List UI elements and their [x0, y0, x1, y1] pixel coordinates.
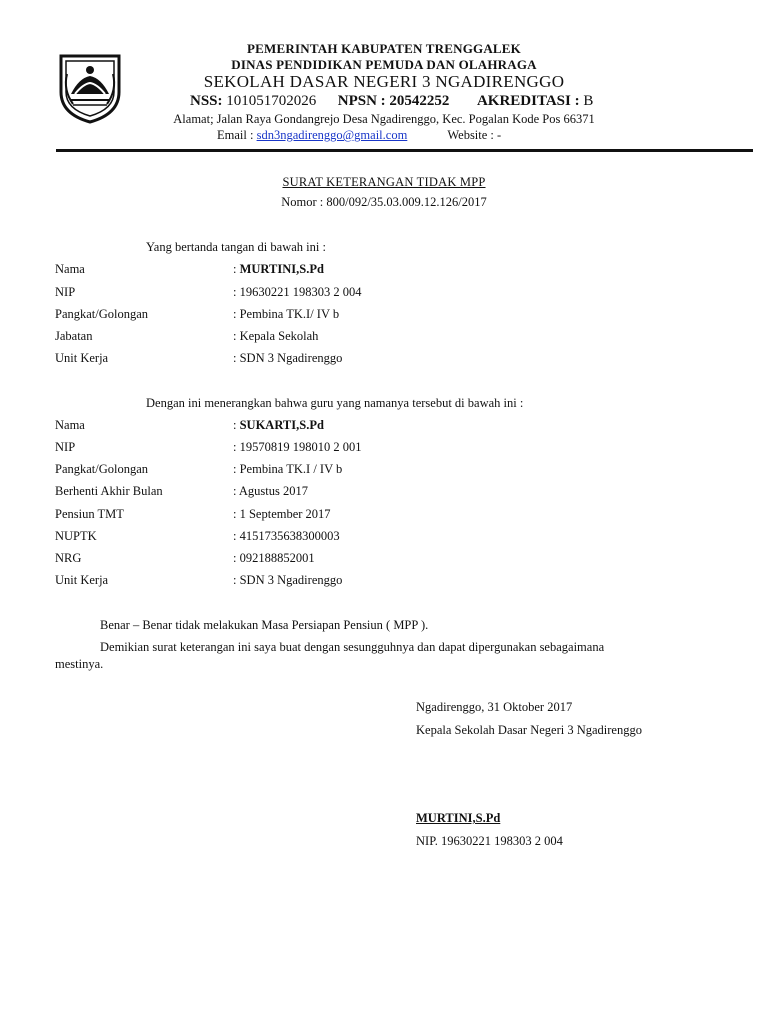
signer-label: Jabatan	[55, 329, 93, 343]
subject-label: NIP	[55, 440, 76, 454]
npsn-label: NPSN : 20542252	[337, 93, 450, 109]
signer-position: Kepala Sekolah Dasar Negeri 3 Ngadirenggo	[416, 723, 642, 737]
signer-name-bold: MURTINI,S.Pd	[239, 262, 324, 276]
akreditasi-label: AKREDITASI :	[476, 93, 580, 109]
email-label: Email :	[217, 128, 254, 142]
akreditasi-value: B	[579, 93, 594, 109]
contact-row	[217, 128, 501, 143]
signer-value: : Kepala Sekolah	[233, 329, 319, 343]
subject-value: : Agustus 2017	[233, 484, 309, 498]
letter-title: SURAT KETERANGAN TIDAK MPP	[282, 175, 486, 189]
subject-label: Nama	[55, 418, 85, 432]
signer-value: : Pembina TK.I/ IV b	[233, 307, 340, 321]
header-identifiers	[190, 93, 593, 110]
signature-name: MURTINI,S.Pd	[416, 811, 501, 825]
subject-label: NRG	[55, 551, 82, 565]
intro-signer: Yang bertanda tangan di bawah ini :	[146, 240, 326, 254]
subject-label: Pangkat/Golongan	[55, 462, 149, 476]
signer-value: : MURTINI,S.Pd	[233, 262, 324, 276]
subject-label: Pensiun TMT	[55, 507, 124, 521]
nss-label: NSS:	[190, 93, 223, 109]
header-government: PEMERINTAH KABUPATEN TRENGGALEK	[247, 41, 521, 56]
subject-value: : 1 September 2017	[233, 507, 331, 521]
subject-value: : 4151735638300003	[233, 529, 340, 543]
website-text: Website : -	[447, 128, 502, 142]
statement-text: Benar – Benar tidak melakukan Masa Persiapan Pensiun ( MPP ).	[100, 618, 429, 632]
email-link[interactable]: sdn3ngadirenggo@gmail.com	[256, 128, 408, 142]
subject-name-bold: SUKARTI,S.Pd	[239, 418, 324, 432]
place-date: Ngadirenggo, 31 Oktober 2017	[416, 700, 573, 714]
header-school-name: SEKOLAH DASAR NEGERI 3 NGADIRENGGO	[203, 72, 565, 91]
subject-value: : Pembina TK.I / IV b	[233, 462, 343, 476]
signature-nip: NIP. 19630221 198303 2 004	[416, 834, 563, 848]
signer-label: Nama	[55, 262, 85, 276]
subject-label: Unit Kerja	[55, 573, 109, 587]
nss-value: 101051702026	[222, 93, 317, 109]
subject-label: NUPTK	[55, 529, 97, 543]
signer-label: Unit Kerja	[55, 351, 109, 365]
subject-value: : SDN 3 Ngadirenggo	[233, 573, 343, 587]
letterhead-divider	[56, 149, 753, 152]
signer-label: NIP	[55, 285, 76, 299]
closing-text: Demikian surat keterangan ini saya buat dengan sesungguhnya dan dapat dipergunakan sebagaimana	[100, 640, 605, 654]
signer-label: Pangkat/Golongan	[55, 307, 149, 321]
signer-value: : 19630221 198303 2 004	[233, 285, 362, 299]
signer-value: : SDN 3 Ngadirenggo	[233, 351, 343, 365]
closing-text-cont: mestinya.	[55, 657, 104, 671]
letter-number: Nomor : 800/092/35.03.009.12.126/2017	[281, 195, 487, 209]
school-address: Alamat; Jalan Raya Gondangrejo Desa Ngadirenggo, Kec. Pogalan Kode Pos 66371	[173, 112, 595, 126]
subject-value: : 092188852001	[233, 551, 315, 565]
header-department: DINAS PENDIDIKAN PEMUDA DAN OLAHRAGA	[231, 57, 537, 72]
intro-subject: Dengan ini menerangkan bahwa guru yang namanya tersebut di bawah ini :	[146, 396, 524, 410]
subject-value: : SUKARTI,S.Pd	[233, 418, 324, 432]
subject-value: : 19570819 198010 2 001	[233, 440, 362, 454]
subject-label: Berhenti Akhir Bulan	[55, 484, 163, 498]
